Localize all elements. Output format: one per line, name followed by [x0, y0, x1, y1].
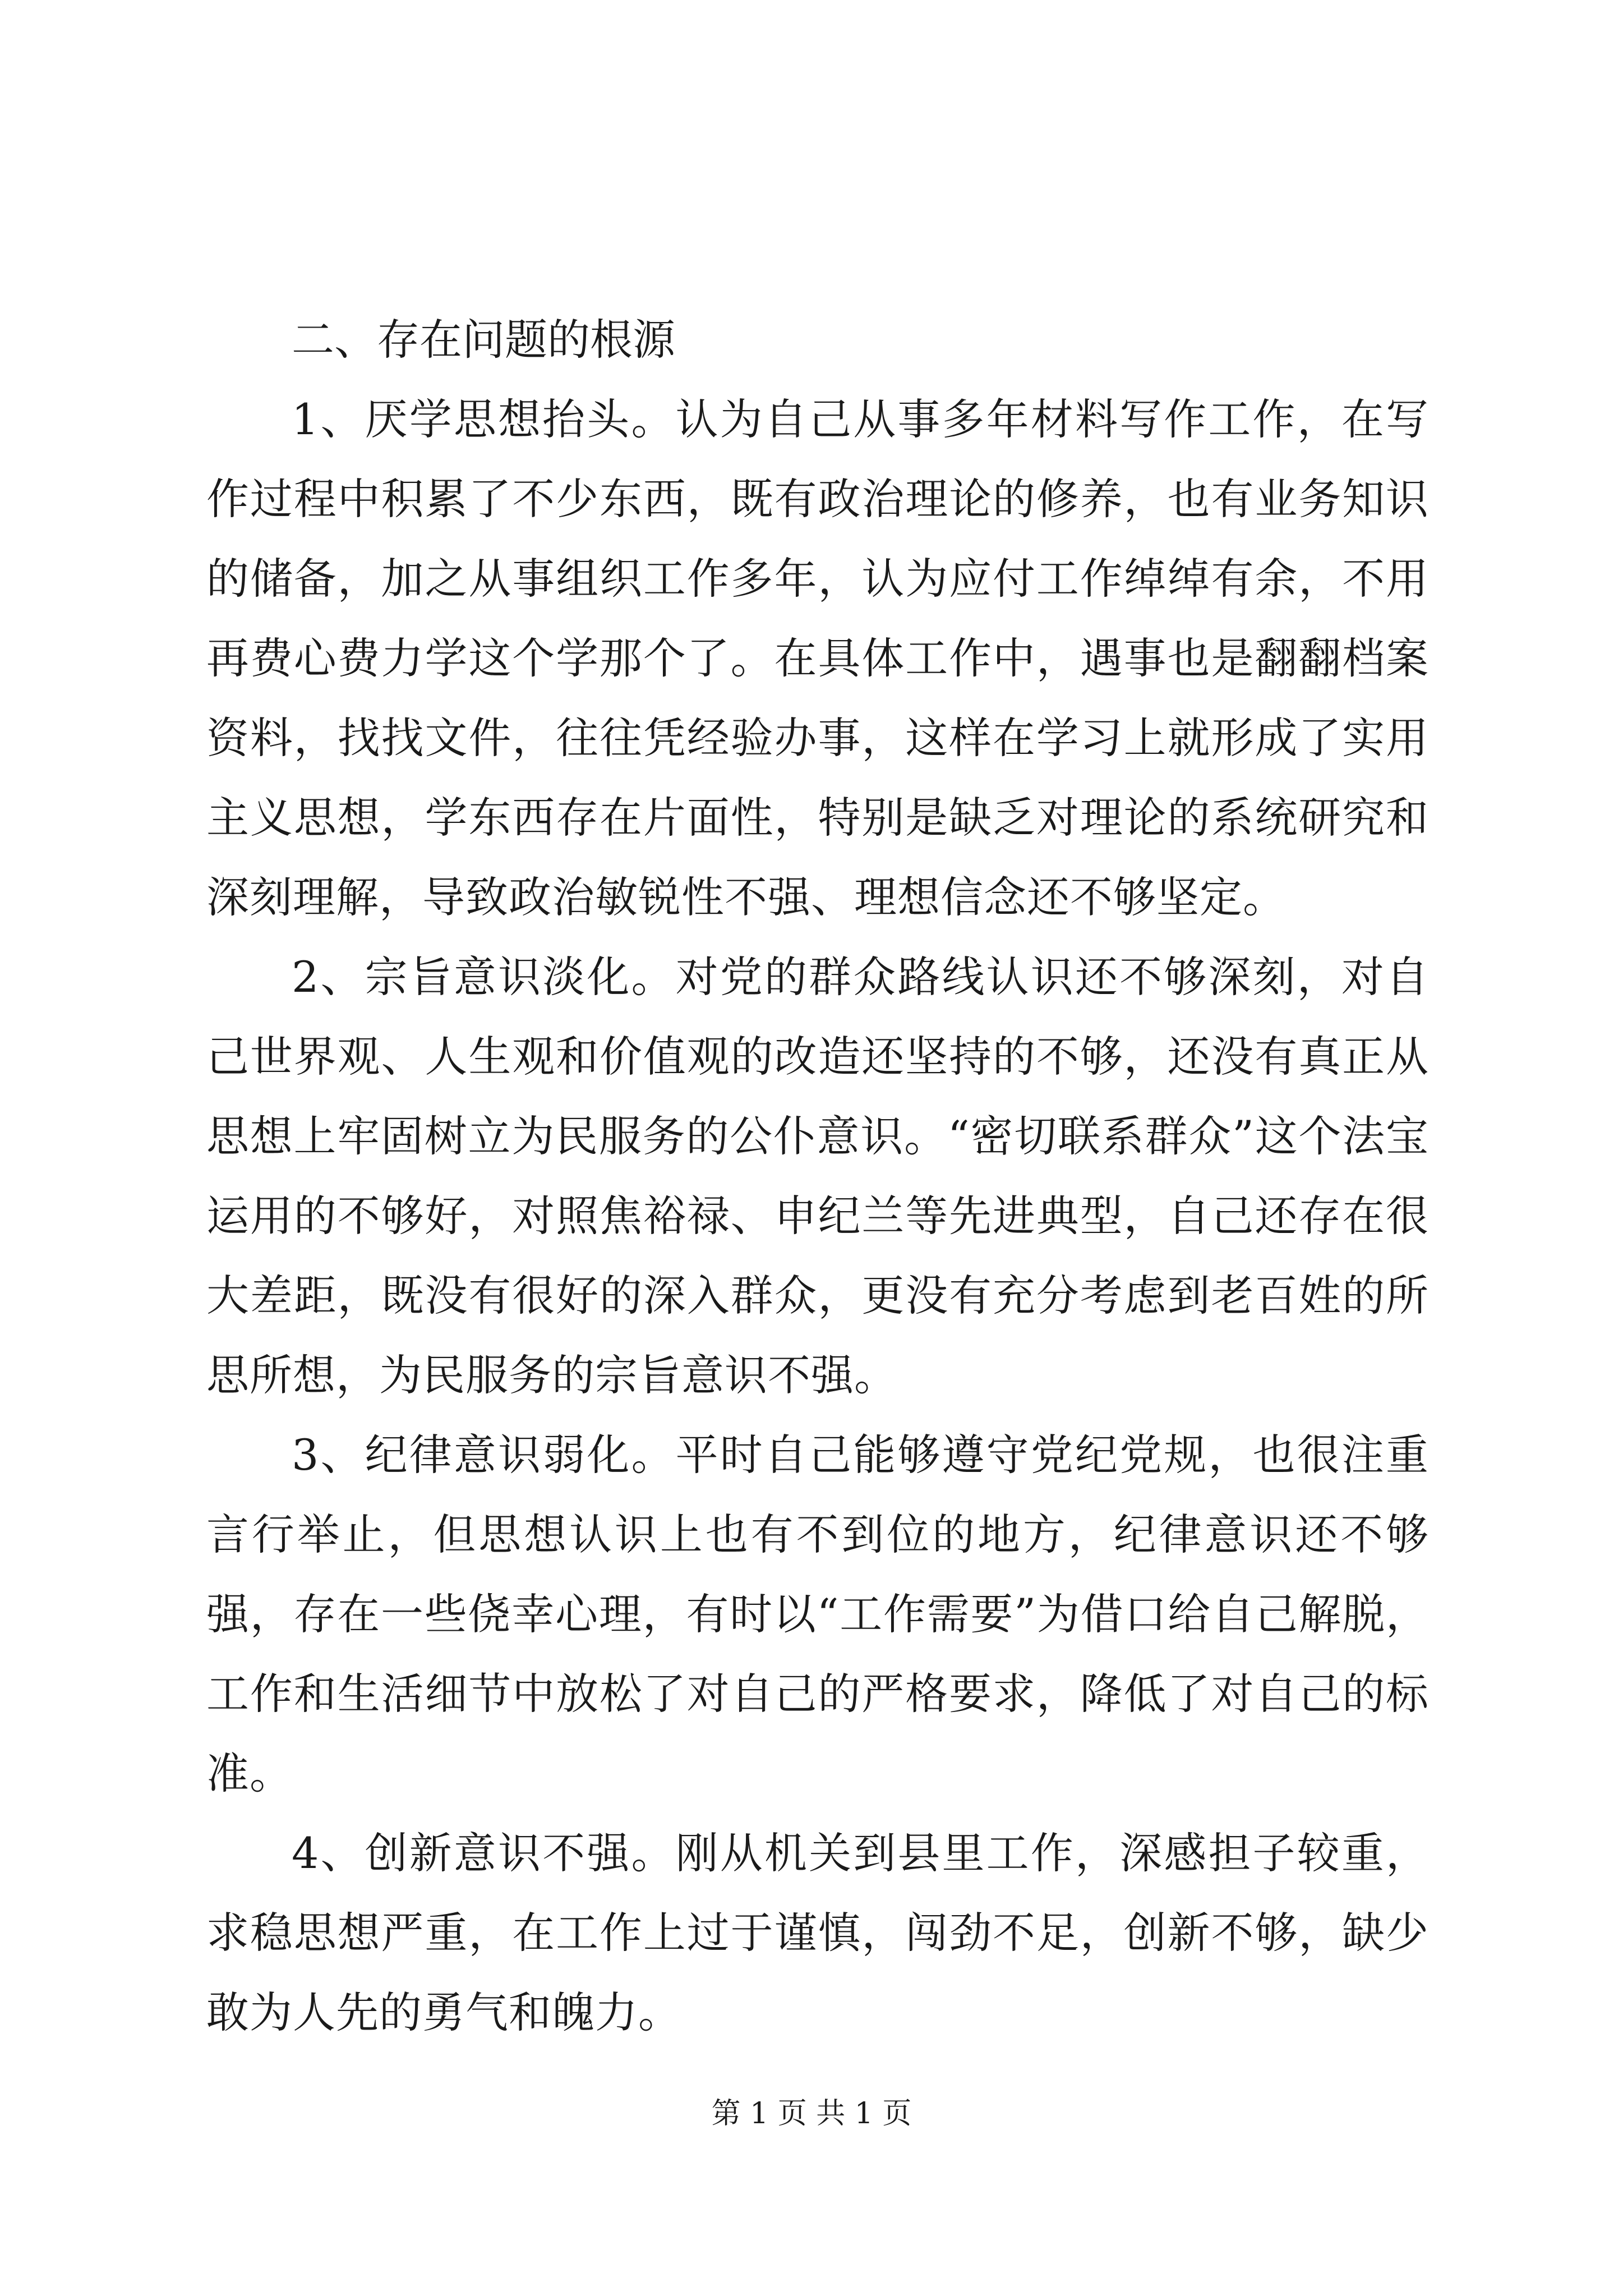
paragraph-4: 4、创新意识不强。刚从机关到县里工作，深感担子较重，求稳思想严重，在工作上过于谨慎，闯劲不足，创新不够，缺少敢为人先的勇气和魄力。	[206, 1828, 1429, 2037]
paragraph-3: 3、纪律意识弱化。平时自己能够遵守党纪党规，也很注重言行举止，但思想认识上也有不到位的地方，纪律意识还不够强，存在一些侥幸心理，有时以“工作需要”为借口给自己解脱，工作和生活细节中放松了对自己的严格要求，降低了对自己的标准。	[206, 1430, 1429, 1798]
paragraph-1: 1、厌学思想抬头。认为自己从事多年材料写作工作，在写作过程中积累了不少东西，既有政治理论的修养，也有业务知识的储备，加之从事组织工作多年，认为应付工作绰绰有余，不用再费心费力学这个学那个了。在具体工作中，遇事也是翻翻档案资料，找找文件，往往凭经验办事，这样在学习上就形成了实用主义思想，学东西存在片面性，特别是缺乏对理论的系统研究和深刻理解，导致政治敏锐性不强、理想信念还不够坚定。	[206, 394, 1429, 922]
paragraph-2: 2、宗旨意识淡化。对党的群众路线认识还不够深刻，对自己世界观、人生观和价值观的改造还坚持的不够，还没有真正从思想上牢固树立为民服务的公仆意识。“密切联系群众”这个法宝运用的不够好，对照焦裕禄、申纪兰等先进典型，自己还存在很大差距，既没有很好的深入群众，更没有充分考虑到老百姓的所思所想，为民服务的宗旨意识不强。	[206, 952, 1429, 1400]
document-body	[206, 300, 1429, 2053]
section-heading: 二、存在问题的根源	[292, 315, 675, 365]
page-number-footer: 第 1 页 共 1 页	[711, 2097, 912, 2131]
